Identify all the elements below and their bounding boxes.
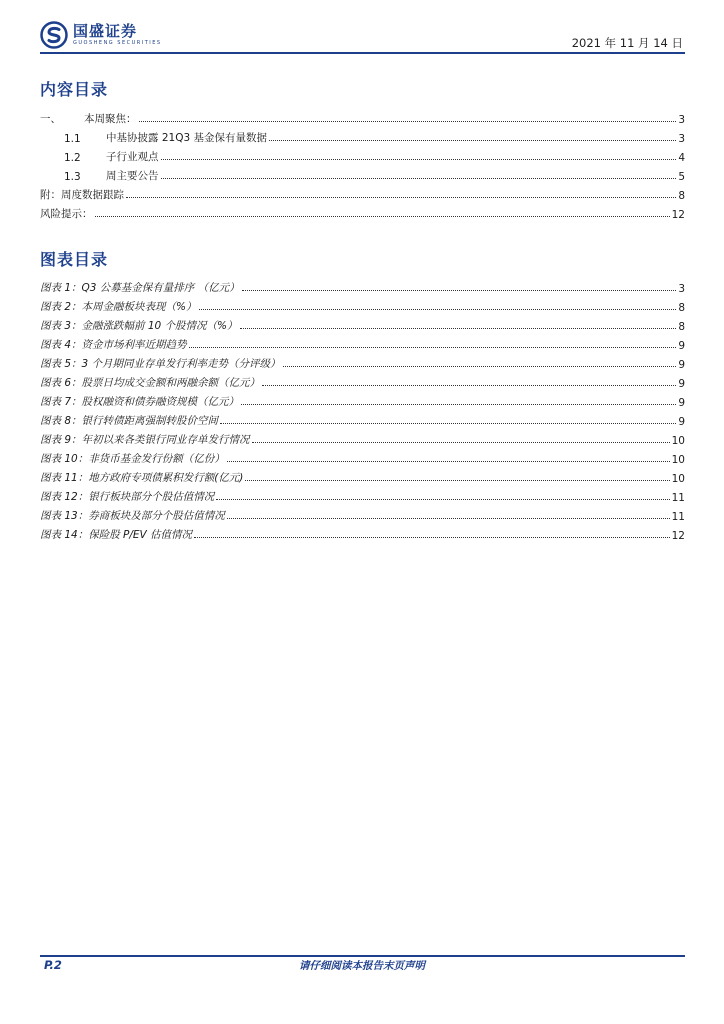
header-divider xyxy=(40,52,685,54)
figure-entry[interactable] xyxy=(40,507,685,523)
figure-list-title: 图表目录 xyxy=(40,250,109,269)
page-header xyxy=(40,18,685,56)
figure-entry-page: 10 xyxy=(671,435,685,447)
dot-leader xyxy=(283,365,677,367)
toc-entry-page: 5 xyxy=(678,171,685,183)
figure-entry-page: 9 xyxy=(678,340,685,352)
figure-entry-label: 图表 11：地方政府专项债累积发行额(亿元) xyxy=(40,472,244,484)
dot-leader xyxy=(161,177,677,179)
figure-entry-page: 10 xyxy=(671,473,685,485)
toc-entry-label: 风险提示： xyxy=(40,208,93,220)
figure-entry[interactable] xyxy=(40,450,685,466)
figure-entry-label: 图表 6：股票日均成交金额和两融余额（亿元） xyxy=(40,377,261,389)
figure-entry-label: 图表 4：资金市场利率近期趋势 xyxy=(40,339,187,351)
disclaimer-note: 请仔细阅读本报告末页声明 xyxy=(299,960,425,972)
toc-entry[interactable] xyxy=(40,148,685,164)
company-logo xyxy=(40,18,162,52)
report-date: 2021 年 11 月 14 日 xyxy=(571,36,683,50)
figure-entry-label: 图表 10：非货币基金发行份额（亿份） xyxy=(40,453,225,465)
toc-entry-label: 子行业观点 xyxy=(106,151,159,163)
footer-divider xyxy=(40,955,685,957)
dot-leader xyxy=(161,158,677,160)
figure-entry-page: 12 xyxy=(671,530,685,542)
toc-entry-label: 中基协披露 21Q3 基金保有量数据 xyxy=(106,132,267,144)
figure-entry[interactable] xyxy=(40,336,685,352)
toc-entry-page: 3 xyxy=(678,114,685,126)
figure-entry-label: 图表 14：保险股 P/EV 估值情况 xyxy=(40,529,193,541)
toc-entry[interactable] xyxy=(40,205,685,221)
figure-entry-label: 图表 9：年初以来各类银行同业存单发行情况 xyxy=(40,434,250,446)
figure-entry[interactable] xyxy=(40,393,685,409)
dot-leader xyxy=(269,139,676,141)
figure-entry-page: 8 xyxy=(678,302,685,314)
dot-leader xyxy=(227,460,670,462)
dot-leader xyxy=(126,196,676,198)
figure-entry-page: 9 xyxy=(678,378,685,390)
dot-leader xyxy=(194,536,670,538)
figure-entry-page: 9 xyxy=(678,359,685,371)
toc-entry[interactable] xyxy=(40,110,685,126)
figure-entry-page: 11 xyxy=(671,511,685,523)
dot-leader xyxy=(139,120,677,122)
figure-entry-label: 图表 1：Q3 公募基金保有量排序 （亿元） xyxy=(40,282,240,294)
figure-entry[interactable] xyxy=(40,317,685,333)
dot-leader xyxy=(240,327,677,329)
dot-leader xyxy=(262,384,676,386)
dot-leader xyxy=(227,517,670,519)
toc-entry-page: 3 xyxy=(678,133,685,145)
figure-entry-label: 图表 3：金融涨跌幅前 10 个股情况（%） xyxy=(40,320,238,332)
figure-entry-page: 8 xyxy=(678,321,685,333)
figure-entry-label: 图表 2：本周金融板块表现（%） xyxy=(40,301,197,313)
figure-entry[interactable] xyxy=(40,374,685,390)
figure-entry[interactable] xyxy=(40,412,685,428)
toc-entry-label: 附：周度数据跟踪 xyxy=(40,189,124,201)
toc-entry-number: 1.3 xyxy=(64,171,81,183)
figure-entry-label: 图表 12：银行板块部分个股估值情况 xyxy=(40,491,215,503)
toc-entry-number: 一、 xyxy=(40,113,61,125)
figure-entry[interactable] xyxy=(40,488,685,504)
page-number: P.2 xyxy=(44,958,62,972)
figure-entry-page: 9 xyxy=(678,416,685,428)
figure-entry-label: 图表 7：股权融资和债券融资规模（亿元） xyxy=(40,396,240,408)
dot-leader xyxy=(95,215,670,217)
toc-entry-number: 1.1 xyxy=(64,133,81,145)
toc-entry[interactable] xyxy=(40,129,685,145)
figure-entry[interactable] xyxy=(40,469,685,485)
toc-entry[interactable] xyxy=(40,186,685,202)
toc-entry-label: 本周聚焦： xyxy=(84,113,137,125)
dot-leader xyxy=(242,289,677,291)
figure-entry-page: 10 xyxy=(671,454,685,466)
toc-title: 内容目录 xyxy=(40,80,109,99)
figure-entry[interactable] xyxy=(40,279,685,295)
guosheng-logo-icon xyxy=(40,21,68,49)
figure-entry-label: 图表 13：券商板块及部分个股估值情况 xyxy=(40,510,225,522)
figure-entry[interactable] xyxy=(40,431,685,447)
toc-entry-number: 1.2 xyxy=(64,152,81,164)
toc-entry-page: 12 xyxy=(671,209,685,221)
dot-leader xyxy=(241,403,676,405)
dot-leader xyxy=(216,498,669,500)
toc-entry-page: 4 xyxy=(678,152,685,164)
dot-leader xyxy=(189,346,677,348)
figure-entry-page: 3 xyxy=(678,283,685,295)
logo-english-name: GUOSHENG SECURITIES xyxy=(73,40,162,46)
figure-entry[interactable] xyxy=(40,526,685,542)
figure-entry[interactable] xyxy=(40,355,685,371)
dot-leader xyxy=(199,308,677,310)
dot-leader xyxy=(245,479,669,481)
toc-entry[interactable] xyxy=(40,167,685,183)
logo-chinese-name: 国盛证券 xyxy=(73,22,138,40)
figure-entry-label: 图表 5：3 个月期同业存单发行利率走势（分评级） xyxy=(40,358,281,370)
dot-leader xyxy=(252,441,670,443)
toc-entry-label: 周主要公告 xyxy=(106,170,159,182)
figure-entry-label: 图表 8：银行转债距离强制转股价空间 xyxy=(40,415,219,427)
figure-entry-page: 11 xyxy=(671,492,685,504)
toc-entry-page: 8 xyxy=(678,190,685,202)
figure-entry-page: 9 xyxy=(678,397,685,409)
dot-leader xyxy=(220,422,676,424)
figure-entry[interactable] xyxy=(40,298,685,314)
